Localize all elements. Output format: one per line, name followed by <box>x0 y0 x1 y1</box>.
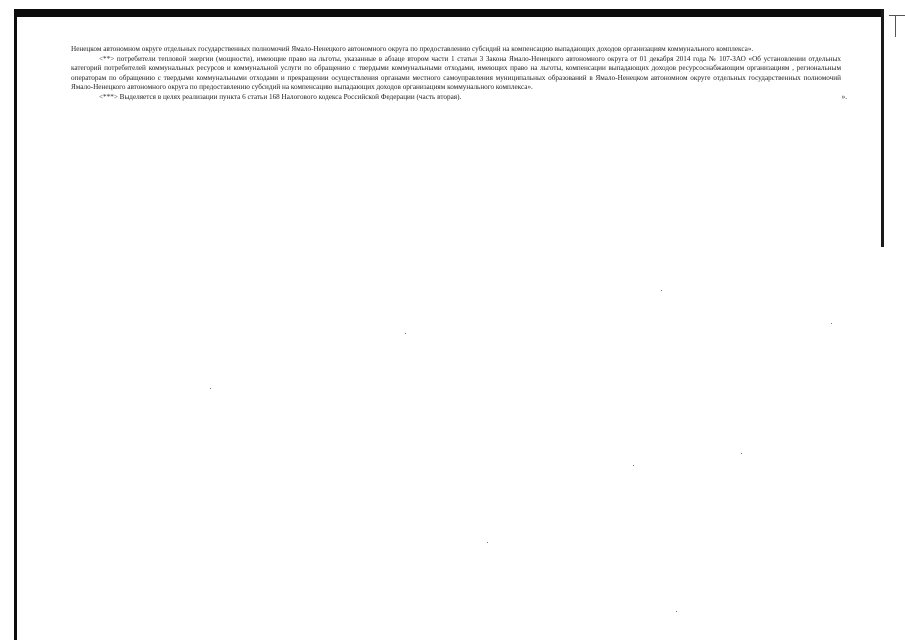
scan-speck <box>676 611 677 612</box>
scan-border-top <box>14 9 884 17</box>
scan-speck <box>831 323 832 324</box>
paragraph-continuation: Ненецком автономном округе отдельных государственных полномочий Ямало-Ненецкого автономного округа по предоставлению субсидий на компенсацию выпадающих доходов организациям коммунального комплекса». <box>71 45 754 53</box>
scan-speck <box>405 333 406 334</box>
scan-speck <box>661 290 662 291</box>
scan-speck <box>741 453 742 454</box>
scan-speck <box>210 388 211 389</box>
scan-speck <box>487 542 488 543</box>
scan-border-right <box>881 9 884 247</box>
closing-quote-mark: ». <box>841 92 847 101</box>
scan-speck <box>633 465 634 466</box>
footnote-triple-asterisk-wrap <box>71 92 847 103</box>
scan-border-left <box>14 9 17 640</box>
corner-mark <box>889 15 905 16</box>
corner-mark <box>895 15 896 37</box>
document-body <box>71 45 847 103</box>
footnote-triple-asterisk: <***> Выделяется в целях реализации пункта 6 статьи 168 Налогового кодекса Российской Федерации (часть вторая). <box>99 92 462 101</box>
footnote-double-asterisk: <**> потребители тепловой энергии (мощности), имеющие право на льготы, указанные в абзаце втором части 1 статьи 3 Закона Ямало-Ненецкого автономного округа от 01 декабря 2014 года № 107-ЗАО «Об установлении отдельных категорий потребителей коммунальных ресурсов и коммунальной услуги по обращению с твердыми коммунальными отходами, имеющих право на льготы, компенсации выпадающих доходов ресурсоснабжающим организациям , региональным операторам по обращению с твердыми коммунальными отходами и прекращении осуществления органами местного самоуправления муниципальных образований в Ямало-Ненецком автономном округе отдельных государственных полномочий Ямало-Ненецкого автономного округа по предоставлению субсидий на компенсацию выпадающих доходов организациям коммунального комплекса». <box>71 54 841 92</box>
